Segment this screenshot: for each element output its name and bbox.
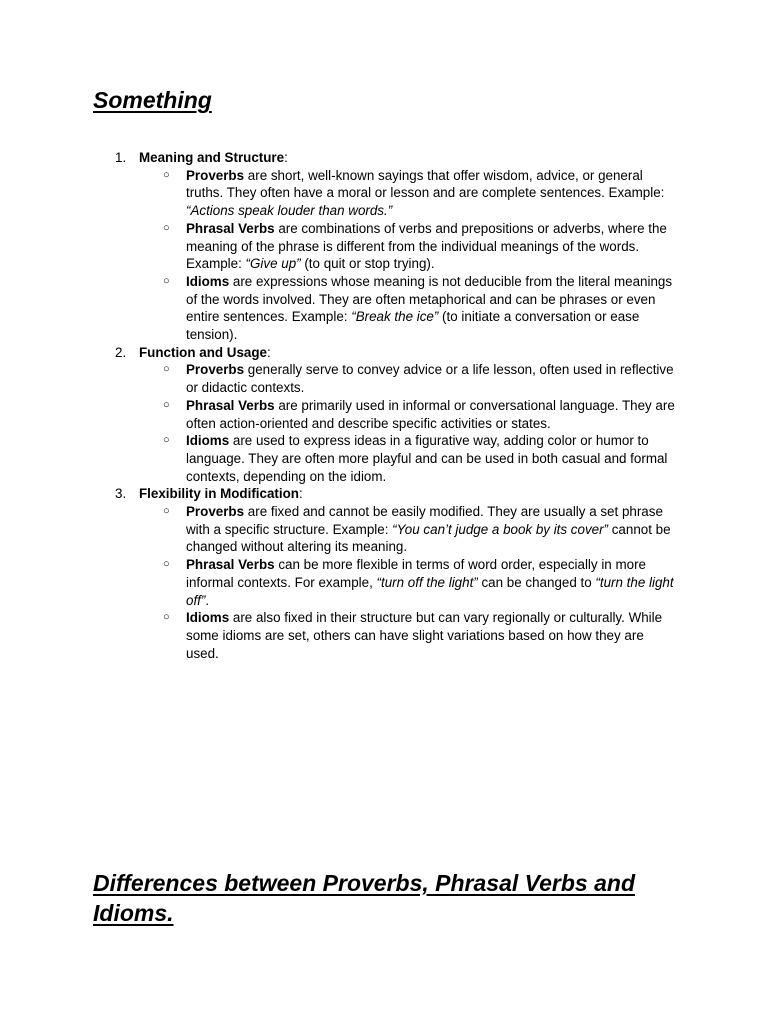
item-text: generally serve to convey advice or a life lesson, often used in reflective or didactic contexts. bbox=[186, 362, 674, 396]
section-number: 3. bbox=[115, 486, 127, 502]
term: Idioms bbox=[186, 273, 230, 289]
section-header bbox=[115, 149, 680, 167]
item-text: can be changed to bbox=[477, 574, 596, 590]
term: Phrasal Verbs bbox=[186, 220, 275, 236]
example-quote: “turn off the light” bbox=[376, 574, 478, 590]
item-text: cannot be changed without altering its meaning. bbox=[186, 521, 671, 555]
item-text: are used to express ideas in a figurative way, adding color or humor to language. They are often more playful and can be used in both casual and formal contexts, depending on the idiom. bbox=[186, 433, 668, 484]
section-colon: : bbox=[284, 150, 288, 165]
comparison-outline bbox=[115, 149, 680, 662]
circle-bullet-icon: ○ bbox=[163, 168, 170, 181]
section-items bbox=[115, 503, 680, 662]
term: Phrasal Verbs bbox=[186, 557, 275, 573]
item-text: . bbox=[205, 592, 210, 608]
item-text: are primarily used in informal or conversational language. They are often action-oriented and describe specific activities or states. bbox=[186, 397, 675, 431]
page-title: Something bbox=[93, 87, 212, 113]
term: Proverbs bbox=[186, 362, 245, 378]
section-header bbox=[115, 485, 680, 503]
list-item-phrasal-verbs bbox=[163, 397, 680, 432]
item-text: are fixed and cannot be easily modified. They are usually a set phrase with a specific structure. Example: bbox=[186, 504, 663, 537]
section-function-and-usage bbox=[115, 344, 680, 486]
section-title: Function and Usage bbox=[139, 344, 267, 360]
example-quote: “Actions speak louder than words.” bbox=[186, 203, 393, 219]
item-text: are combinations of verbs and prepositions or adverbs, where the meaning of the phrase is different from the individual meanings of the words. Example: bbox=[186, 220, 667, 272]
section-heading bbox=[139, 344, 271, 362]
item-text: can be more flexible in terms of word order, especially in more informal contexts. For example, bbox=[186, 557, 646, 590]
section-heading bbox=[139, 485, 303, 503]
section-title: Meaning and Structure bbox=[139, 150, 285, 165]
circle-bullet-icon: ○ bbox=[163, 363, 170, 376]
section-title: Flexibility in Modification bbox=[139, 486, 299, 502]
section-heading bbox=[139, 149, 288, 167]
circle-bullet-icon: ○ bbox=[163, 398, 170, 411]
list-item-idioms bbox=[163, 432, 680, 485]
list-item-phrasal-verbs bbox=[163, 220, 680, 273]
example-quote: “You can’t judge a book by its cover” bbox=[392, 521, 609, 537]
item-text: are expressions whose meaning is not deducible from the literal meanings of the words involved. They are often metaphorical and can be phrases or even entire sentences. Example: bbox=[186, 273, 673, 325]
circle-bullet-icon: ○ bbox=[163, 611, 170, 624]
section-header bbox=[115, 344, 680, 362]
section-items bbox=[115, 167, 680, 344]
list-item-idioms bbox=[163, 273, 680, 344]
circle-bullet-icon: ○ bbox=[163, 558, 170, 571]
example-quote: “turn the light off” bbox=[186, 574, 674, 608]
list-item-proverbs bbox=[163, 361, 680, 396]
item-text: (to quit or stop trying). bbox=[300, 256, 435, 272]
example-quote: “Give up” bbox=[245, 256, 301, 272]
section-colon: : bbox=[298, 486, 303, 502]
item-text: are also fixed in their structure but can vary regionally or culturally. While some idioms are set, others can have slight variations based on how they are used. bbox=[186, 610, 663, 661]
list-item-idioms bbox=[163, 609, 680, 662]
term: Proverbs bbox=[186, 504, 245, 520]
section-number: 1. bbox=[115, 150, 127, 165]
section-meaning-and-structure bbox=[115, 149, 680, 344]
example-quote: “Break the ice” bbox=[351, 309, 439, 325]
list-item-proverbs bbox=[163, 503, 680, 556]
section-number: 2. bbox=[115, 344, 127, 360]
section-heading-differences: Differences between Proverbs, Phrasal Verbs and Idioms. bbox=[93, 870, 636, 926]
circle-bullet-icon: ○ bbox=[163, 274, 170, 287]
term: Phrasal Verbs bbox=[186, 397, 275, 413]
term: Idioms bbox=[186, 433, 230, 449]
circle-bullet-icon: ○ bbox=[163, 434, 170, 447]
circle-bullet-icon: ○ bbox=[163, 505, 170, 518]
item-text: (to initiate a conversation or ease tension). bbox=[186, 309, 640, 343]
list-item-phrasal-verbs bbox=[163, 556, 680, 609]
term: Proverbs bbox=[186, 167, 245, 183]
circle-bullet-icon: ○ bbox=[163, 221, 170, 234]
section-items bbox=[115, 361, 680, 485]
item-text: are short, well-known sayings that offer wisdom, advice, or general truths. They often have a moral or lesson and are complete sentences. Example: bbox=[186, 167, 665, 201]
list-item-proverbs bbox=[163, 167, 680, 220]
section-flexibility-in-modification bbox=[115, 485, 680, 662]
term: Idioms bbox=[186, 610, 230, 626]
section-colon: : bbox=[266, 344, 271, 360]
